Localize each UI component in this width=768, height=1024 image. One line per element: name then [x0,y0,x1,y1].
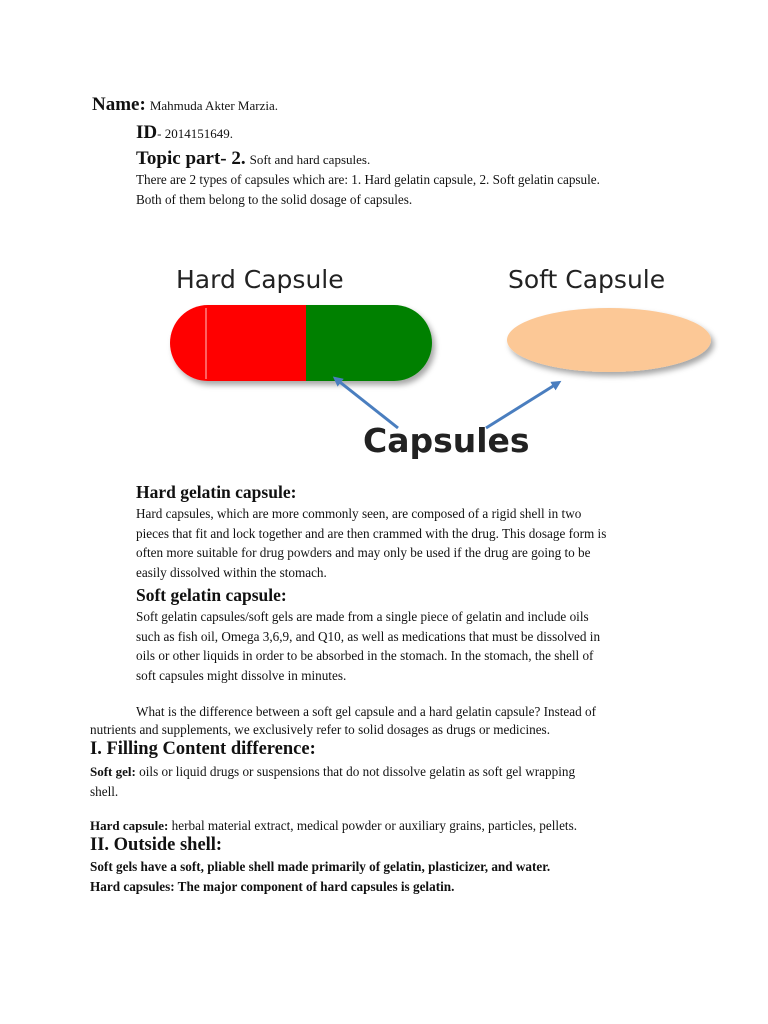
soft-gelatin-heading: Soft gelatin capsule: [136,585,287,605]
hard-line-2: pieces that fit and lock together and are then crammed with the drug. This dosage form is [136,525,607,541]
intro-paragraph [136,170,600,209]
hard-capsule-filling-label: Hard capsule: [90,818,169,833]
hard-gelatin-paragraph [136,504,606,582]
soft-capsule [507,308,711,372]
question-line-2: nutrients and supplements, we exclusively refer to solid dosages as drugs or medicines. [90,722,550,737]
intro-line-2: Both of them belong to the solid dosage of capsules. [136,191,413,207]
outside-shell-heading: II. Outside shell: [90,835,223,855]
id-line [136,122,233,144]
soft-line-1: Soft gelatin capsules/soft gels are made from a single piece of gelatin and include oils [136,609,589,624]
hard-capsule-filling-text: herbal material extract, medical powder or auxiliary grains, particles, pellets. [171,818,578,833]
soft-gel-filling [90,762,575,801]
hard-line-1: Hard capsules, which are more commonly seen, are composed of a rigid shell in two [136,506,582,521]
hard-line-4: easily dissolved within the stomach. [136,564,327,580]
hard-capsule-label: Hard Capsule [176,265,344,294]
capsules-label: Capsules [363,421,530,460]
soft-gelatin-paragraph [136,607,600,685]
topic-number: - 2. [220,148,246,169]
soft-line-2: such as fish oil, Omega 3,6,9, and Q10, as well as medications that must be dissolved in [136,628,601,644]
hard-capsule-green-half [306,305,432,381]
filling-heading: I. Filling Content difference: [90,739,316,759]
soft-line-3: oils or other liquids in order to be absorbed in the stomach. In the stomach, the shell of [136,648,594,663]
hard-line-3: often more suitable for drug powders and may only be used if the drug are going to be [136,545,591,560]
soft-gel-text-cont: shell. [90,783,119,799]
topic-value: Soft and hard capsules. [249,152,371,167]
topic-line [136,148,370,170]
capsules-figure [140,250,730,475]
id-label: ID [136,122,158,143]
intro-line-1: There are 2 types of capsules which are: 1. Hard gelatin capsule, 2. Soft gelatin capsule. [136,172,600,187]
name-label: Name: [92,94,146,115]
hard-capsule-red-half [170,305,306,381]
question-line-1: What is the difference between a soft gel capsule and a hard gelatin capsule? Instead of [136,704,597,719]
name-line [92,94,278,116]
hard-capsule [170,305,432,381]
shell-line-1: Soft gels have a soft, pliable shell made primarily of gelatin, plasticizer, and water. [90,859,551,874]
soft-gel-text: oils or liquid drugs or suspensions that do not dissolve gelatin as soft gel wrapping [139,764,576,779]
soft-gel-label: Soft gel: [90,764,136,779]
hard-capsule-filling [90,816,577,836]
topic-label: Topic part [136,148,221,169]
outside-shell-paragraph [90,857,550,896]
hard-gelatin-heading: Hard gelatin capsule: [136,482,297,502]
id-value: - 2014151649. [157,126,233,141]
shell-line-2: Hard capsules: The major component of hard capsules is gelatin. [90,878,455,894]
name-value: Mahmuda Akter Marzia. [149,98,278,113]
soft-capsule-label: Soft Capsule [508,265,666,294]
soft-line-4: soft capsules might dissolve in minutes. [136,667,347,683]
